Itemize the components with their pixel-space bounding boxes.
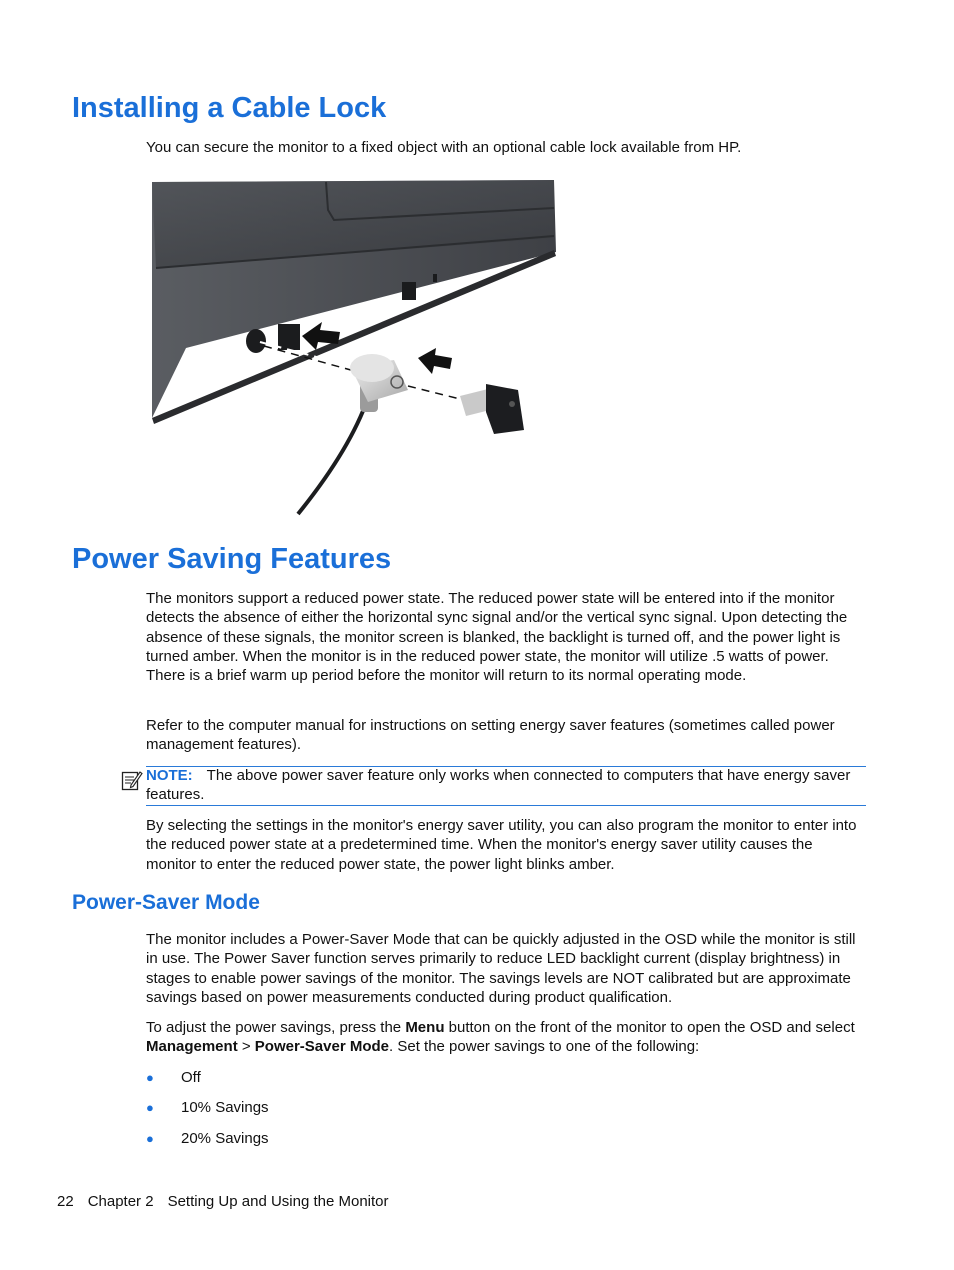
cable-lock-intro: You can secure the monitor to a fixed object with an optional cable lock available from HP.	[146, 139, 742, 156]
menu-term: Menu	[405, 1019, 445, 1036]
note-content	[146, 766, 864, 805]
management-term: Management	[146, 1038, 238, 1056]
page-footer	[57, 1192, 403, 1211]
section-title-cable-lock: Installing a Cable Lock	[72, 92, 387, 124]
power-saving-paragraph-1: The monitors support a reduced power state. The reduced power state will be entered into if the monitor detects the absence of either the horizontal sync signal and/or the vertical sync signal. Upon detecting the absence of these signals, the monitor screen is blanked, the backlight is turned off, and the power light is turned amber. When the monitor is in the reduced power state, the monitor will utilize .5 watts of power. There is a brief warm up period before the monitor will return to its normal operating mode.	[146, 590, 848, 685]
cable-lock-illustration	[146, 172, 560, 518]
bullet-icon: ●	[146, 1131, 154, 1146]
power-saving-paragraph-2: Refer to the computer manual for instructions on setting energy saver features (sometimes called power management features).	[146, 717, 835, 754]
p2-text-3: . Set the power savings to one of the following:	[389, 1038, 700, 1056]
page-number: 22	[57, 1193, 74, 1210]
section-title-power-saving: Power Saving Features	[72, 543, 392, 575]
note-label: NOTE:	[146, 767, 193, 784]
power-saver-paragraph-1: The monitor includes a Power-Saver Mode that can be quickly adjusted in the OSD while the monitor is still in use. The Power Saver function serves primarily to reduce LED backlight current (display brightness) in stages to enable power savings of the monitor. The savings levels are NOT calibrated but are approximate savings based on power measurements conducted during product qualification.	[146, 931, 856, 1006]
list-item-label: Off	[181, 1069, 201, 1086]
list-item-label: 10% Savings	[181, 1099, 269, 1116]
power-saver-mode-term: Power-Saver Mode	[254, 1038, 390, 1056]
power-saver-paragraph-2	[146, 1018, 864, 1057]
bullet-icon: ●	[146, 1100, 154, 1115]
footer-chapter: Chapter 2	[87, 1193, 154, 1210]
p2-text-2: button on the front of the monitor to open the OSD and select	[444, 1019, 855, 1036]
p2-separator: >	[237, 1038, 255, 1056]
p2-text-1: To adjust the power savings, press the	[146, 1019, 406, 1036]
note-text: The above power saver feature only works when connected to computers that have energy saver features.	[146, 767, 851, 804]
bullet-icon: ●	[146, 1070, 154, 1085]
power-saving-paragraph-3: By selecting the settings in the monitor's energy saver utility, you can also program the monitor to enter into the reduced power state at a predetermined time. When the monitor's energy saver utility causes the monitor to enter the reduced power state, the power light blinks amber.	[146, 817, 857, 873]
note-icon	[121, 769, 143, 791]
list-item-label: 20% Savings	[181, 1130, 269, 1147]
section-title-power-saver-mode: Power-Saver Mode	[72, 891, 260, 914]
footer-chapter-title: Setting Up and Using the Monitor	[167, 1193, 389, 1210]
